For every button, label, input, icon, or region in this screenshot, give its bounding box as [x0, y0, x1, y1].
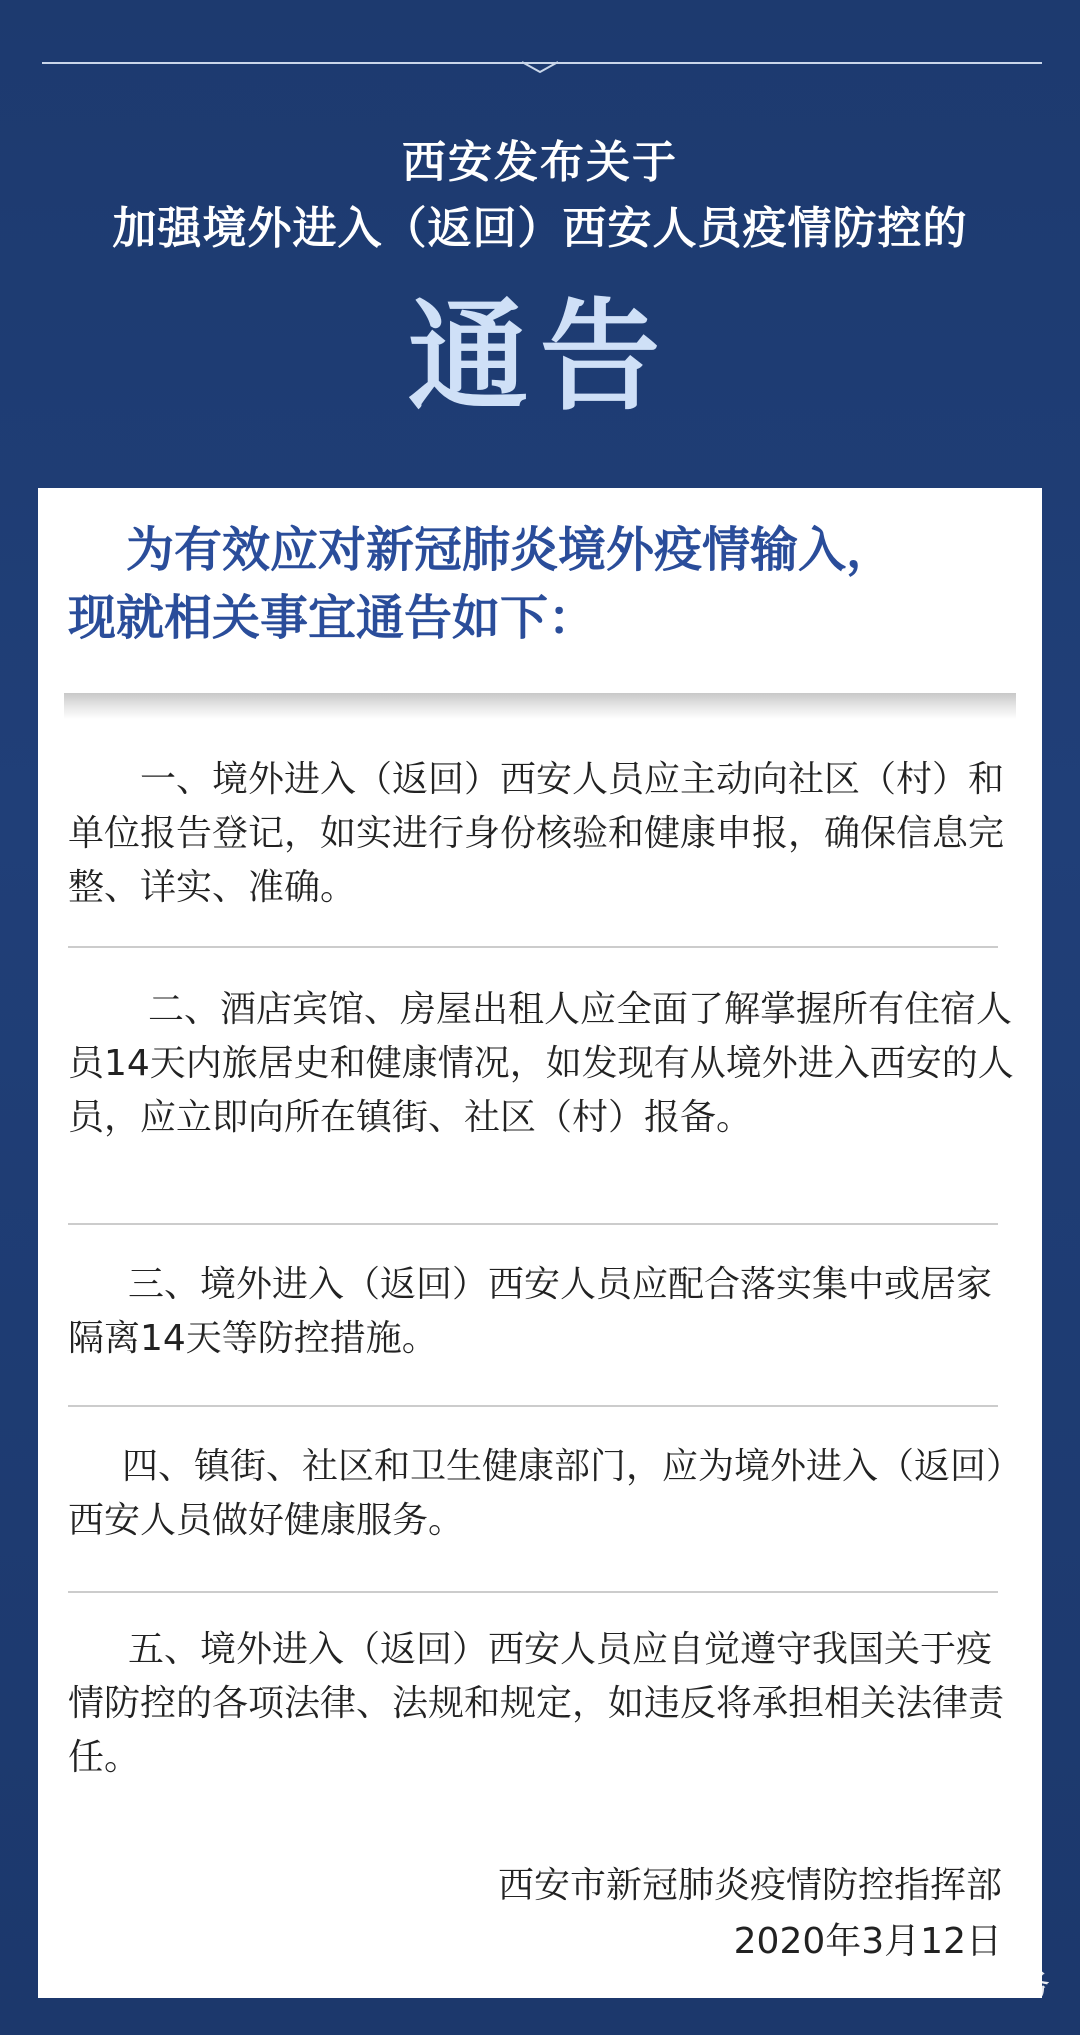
signature-date: 2020年3月12日 — [733, 1921, 1002, 1962]
notice-item-3: 三、境外进入（返回）西安人员应配合落实集中或居家隔离14天等防控措施。 — [68, 1264, 993, 1359]
wechat-icon — [822, 1967, 862, 1997]
intro-line-2: 现就相关事宜通告如下： — [68, 590, 597, 646]
intro — [68, 516, 1018, 652]
signature-org: 西安市新冠肺炎疫情防控指挥部 — [497, 1865, 1002, 1906]
watermark — [822, 1960, 1050, 2004]
notice-item-1: 一、境外进入（返回）西安人员应主动向社区（村）和单位报告登记，如实进行身份核验和健康申报，确保信息完整、详实、准确。 — [68, 759, 1005, 908]
watermark-text: 陕西电子服务 — [870, 1968, 1050, 2003]
divider — [68, 1591, 998, 1593]
divider — [68, 1405, 998, 1407]
notice-item-2: 二、酒店宾馆、房屋出租人应全面了解掌握所有住宿人员14天内旅居史和健康情况，如发现有从境外进入西安的人员，应立即向所在镇街、社区（村）报备。 — [68, 989, 1014, 1138]
notice-card — [38, 488, 1042, 1998]
notice-item-5: 五、境外进入（返回）西安人员应自觉遵守我国关于疫情防控的各项法律、法规和规定，如违反将承担相关法律责任。 — [68, 1629, 1005, 1778]
divider — [68, 1223, 998, 1225]
chevron-down-icon — [520, 55, 560, 75]
header — [0, 130, 1080, 262]
section-band — [64, 693, 1016, 719]
header-line-2: 加强境外进入（返回）西安人员疫情防控的 — [112, 203, 968, 254]
signature — [498, 1858, 1002, 1970]
page-title: 通告 — [408, 288, 672, 427]
notice-item-4: 四、镇街、社区和卫生健康部门，应为境外进入（返回）西安人员做好健康服务。 — [68, 1446, 1005, 1541]
header-line-1: 西安发布关于 — [402, 137, 678, 188]
intro-line-1: 为有效应对新冠肺炎境外疫情输入， — [126, 522, 895, 578]
divider — [68, 946, 998, 948]
